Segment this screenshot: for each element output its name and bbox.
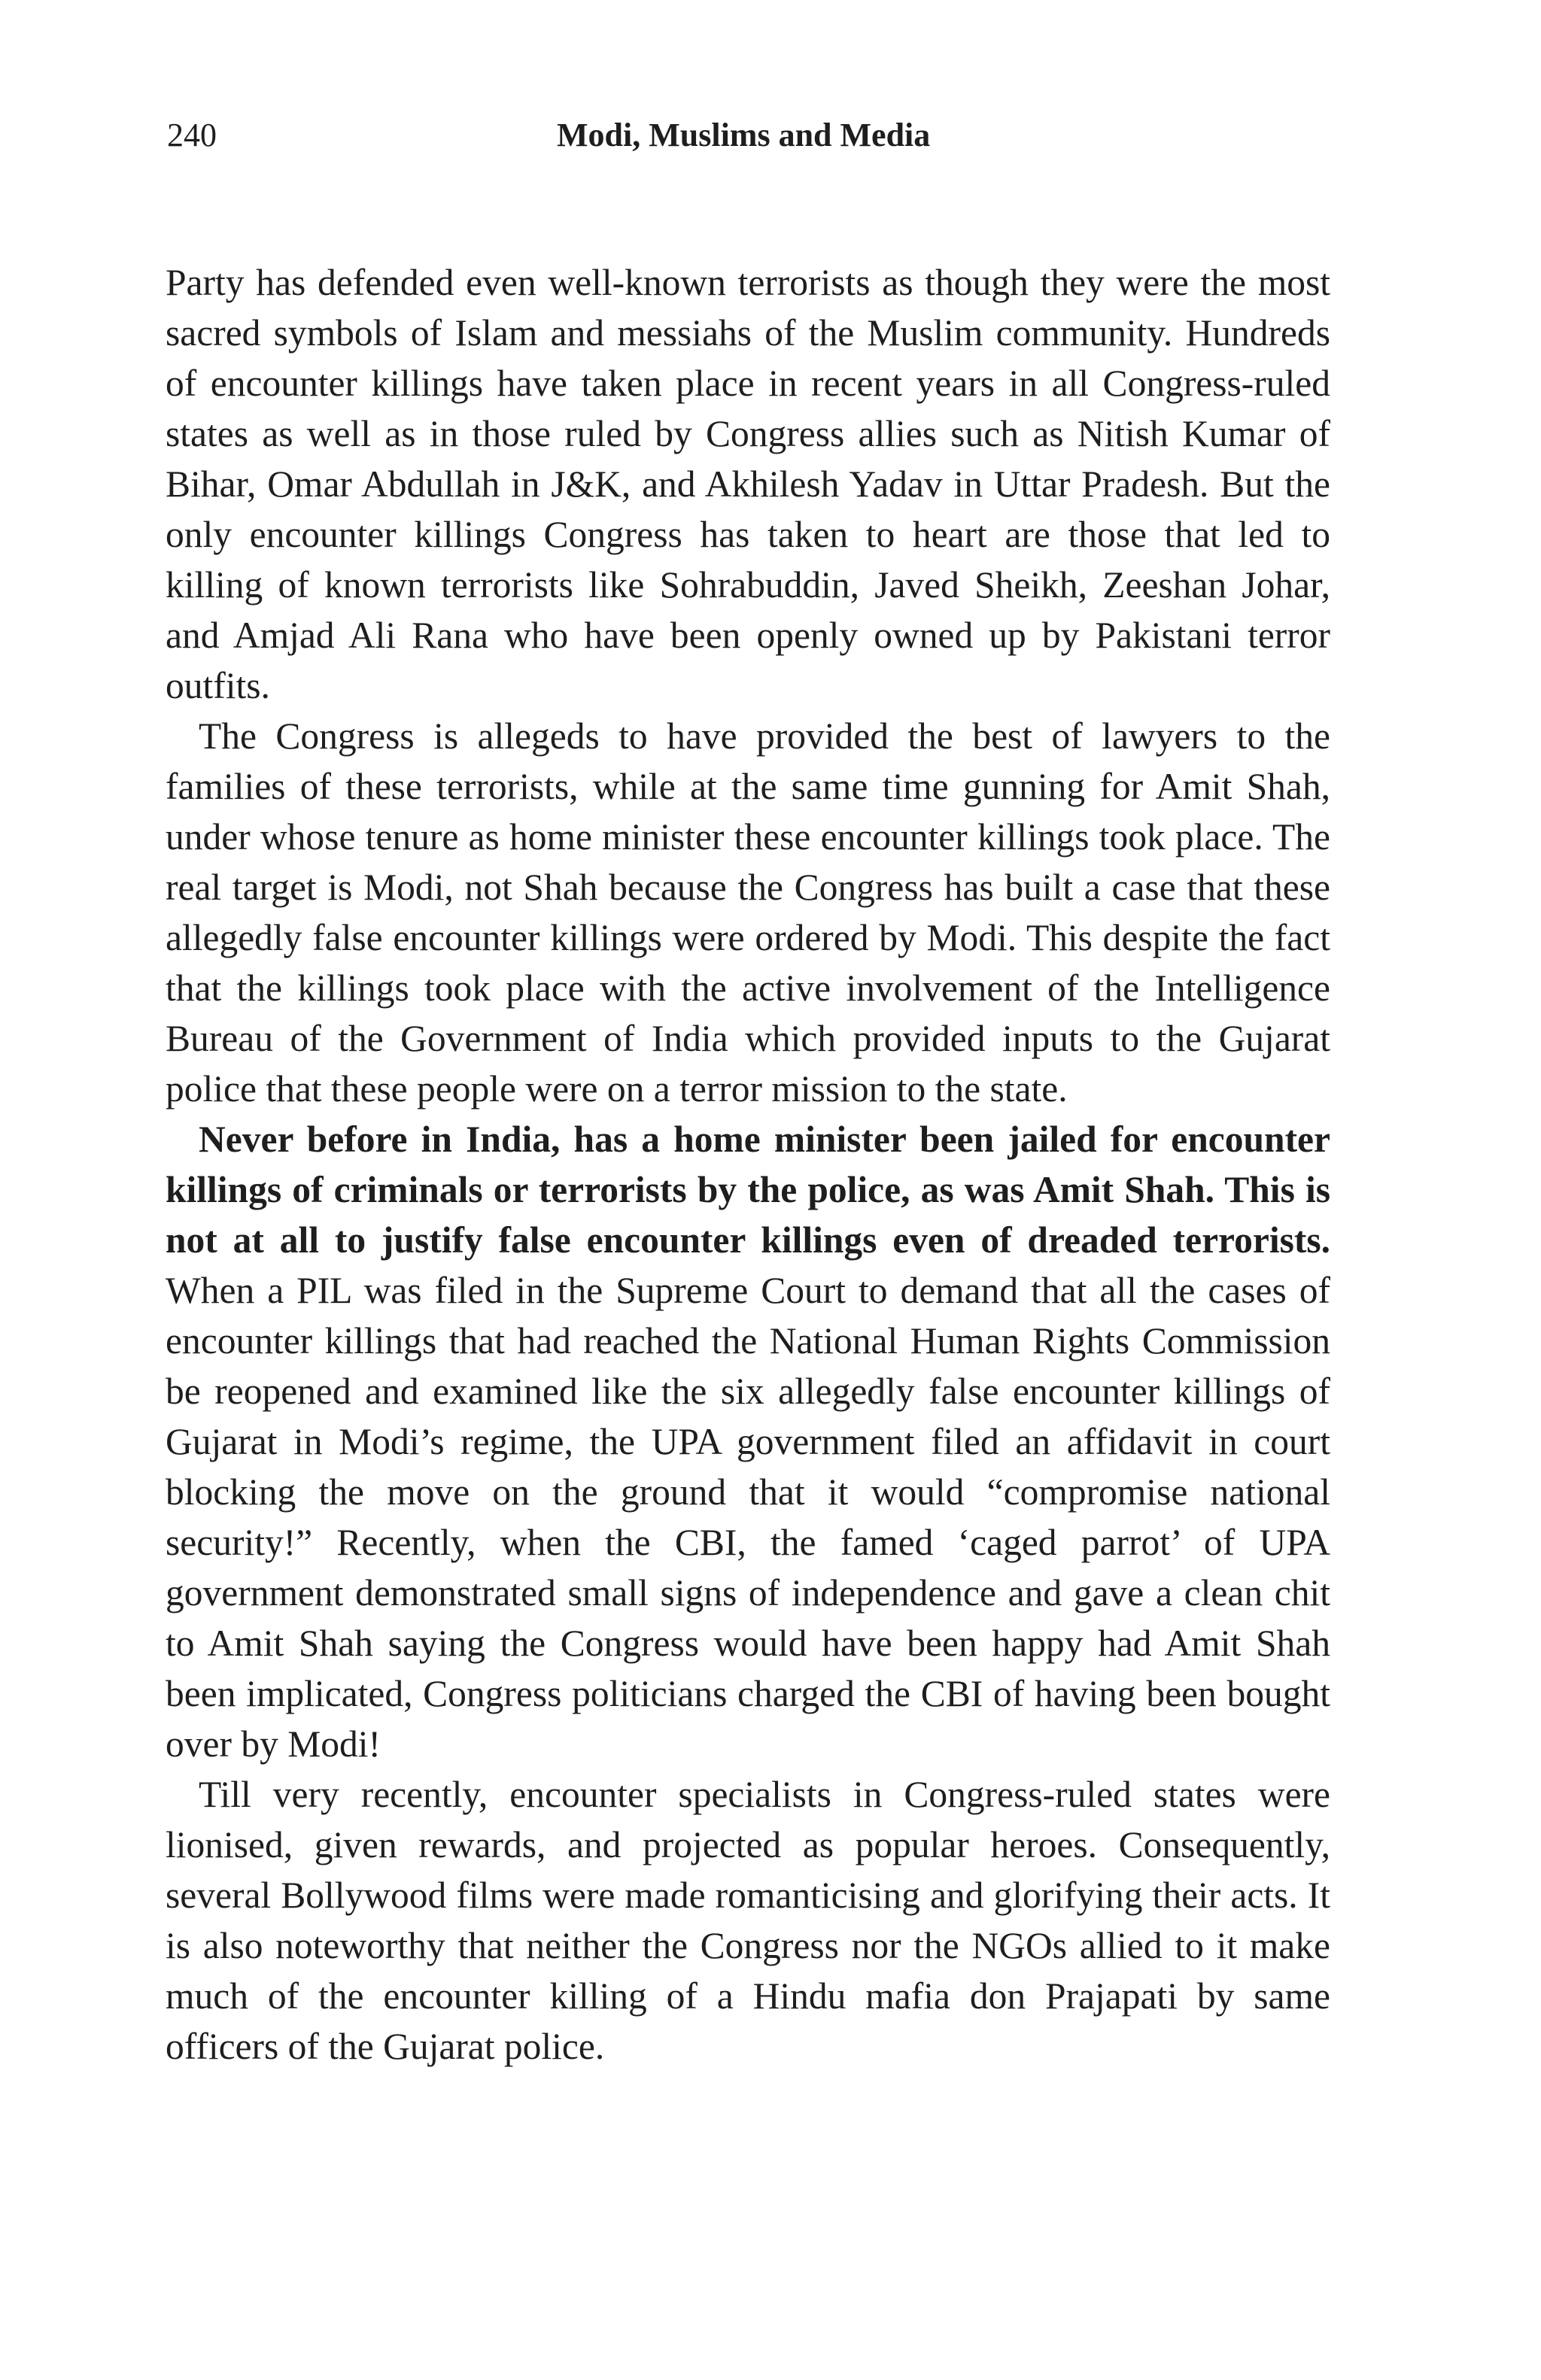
book-title: Modi, Muslims and Media: [557, 117, 931, 153]
page-number: 240: [167, 117, 217, 153]
paragraph-1: Party has defended even well-known terrorists as though they were the most sacred symbols of Islam and messiahs of the Muslim community. Hundreds of encounter killings have taken place in recent years in all Congress-ruled states as well as in those ruled by Congress allies such as Nitish Kumar of Bihar, Omar Abdullah in J&K, and Akhilesh Yadav in Uttar Pradesh. But the only encounter killings Congress has taken to heart are those that led to killing of known terrorists like Sohrabuddin, Javed Sheikh, Zeeshan Johar, and Amjad Ali Rana who have been openly owned up by Pakistani terror outfits.: [166, 262, 1330, 706]
paragraph-3-bold-run: Never before in India, has a home minister been jailed for encounter killings of criminals or terrorists by the police, as was Amit Shah. This is not at all to justify false encounter killings even of dreaded terrorists.: [166, 1119, 1330, 1261]
paragraph-2: The Congress is allegeds to have provided the best of lawyers to the families of these terrorists, while at the same time gunning for Amit Shah, under whose tenure as home minister these encounter killings took place. The real target is Modi, not Shah because the Congress has built a case that these allegedly false encounter killings were ordered by Modi. This despite the fact that the killings took place with the active involvement of the Intelligence Bureau of the Government of India which provided inputs to the Gujarat police that these people were on a terror mission to the state.: [166, 715, 1330, 1110]
paragraph-3: [166, 1114, 1330, 1769]
paragraph-3-regular-run: When a PIL was filed in the Supreme Court to demand that all the cases of encounter killings that had reached the National Human Rights Commission be reopened and examined like the six allegedly false encounter killings of Gujarat in Modi’s regime, the UPA government filed an affidavit in court blocking the move on the ground that it would “compromise national security!” Recently, when the CBI, the famed ‘caged parrot’ of UPA government demonstrated small signs of independence and gave a clean chit to Amit Shah saying the Congress would have been happy had Amit Shah been implicated, Congress politicians charged the CBI of having been bought over by Modi!: [166, 1270, 1330, 1765]
paragraph-4: Till very recently, encounter specialists in Congress-ruled states were lionised, given rewards, and projected as popular heroes. Consequently, several Bollywood films were made romanticising and glorifying their acts. It is also noteworthy that neither the Congress nor the NGOs allied to it make much of the encounter killing of a Hindu mafia don Prajapati by same officers of the Gujarat police.: [166, 1774, 1330, 2067]
running-head: [167, 113, 1326, 158]
body-text: [166, 257, 1330, 2072]
